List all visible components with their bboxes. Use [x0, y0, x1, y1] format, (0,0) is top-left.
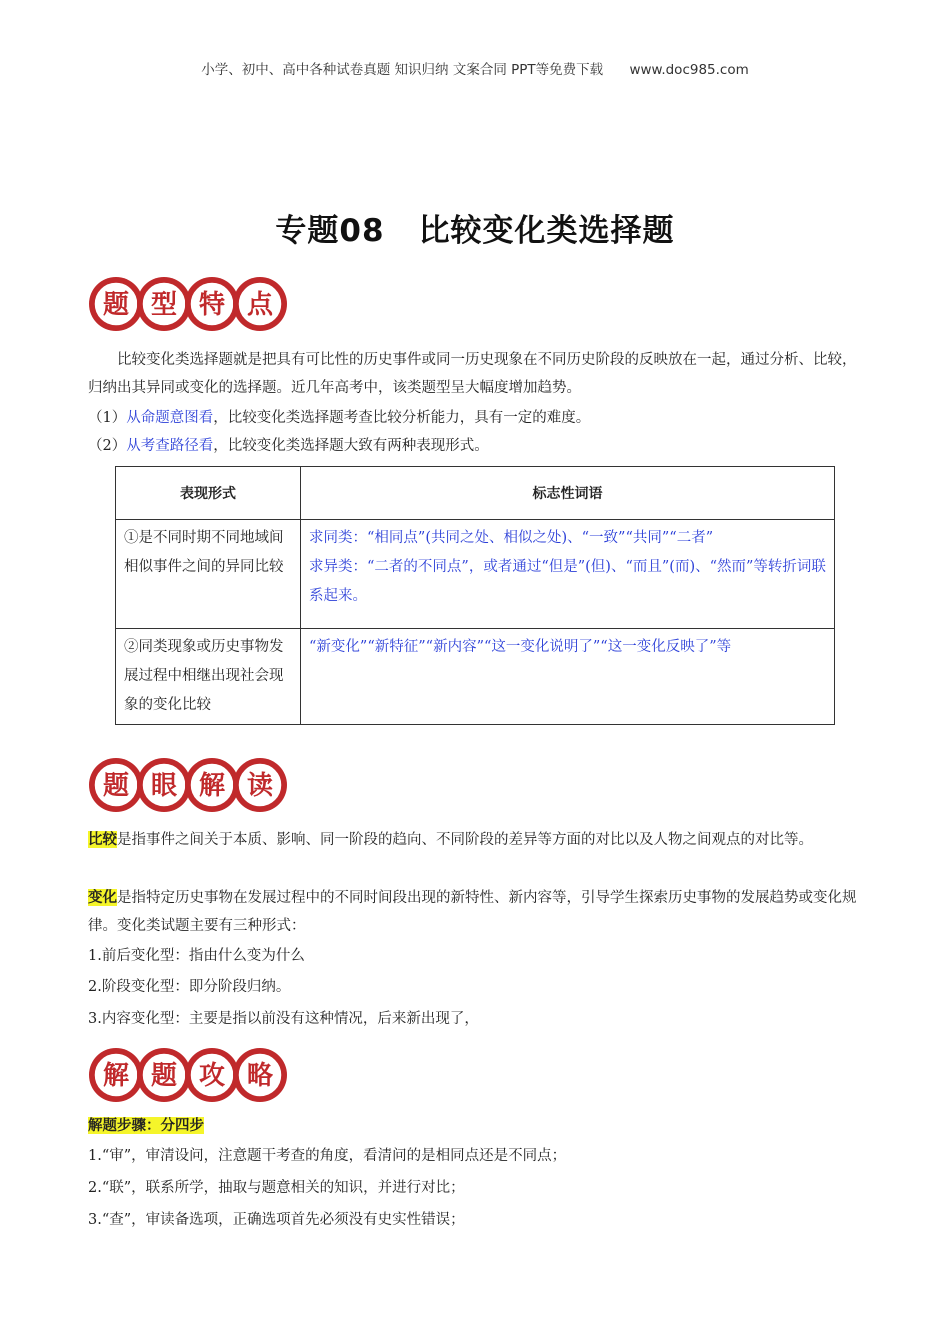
badge-circle — [233, 277, 287, 331]
badge-char: 点 — [246, 290, 274, 320]
section-badge-features — [88, 273, 288, 335]
badge-char: 略 — [246, 1061, 274, 1091]
table-cell-words — [301, 629, 835, 725]
table-cell-form: ①是不同时期不同地域间相似事件之间的异同比较 — [116, 520, 301, 629]
badge-char: 攻 — [198, 1061, 226, 1091]
badge-char: 题 — [102, 771, 130, 801]
list-item: 3.内容变化型：主要是指以前没有这种情况，后来新出现了， — [88, 1011, 479, 1027]
point-2-prefix: （2） — [88, 438, 127, 454]
compare-keyword: 比较 — [88, 831, 117, 848]
compare-text: 是指事件之间关于本质、影响、同一阶段的趋向、不同阶段的差异等方面的对比以及人物之间观点的对比等。 — [117, 832, 813, 848]
table-header-row — [116, 467, 835, 520]
badge-char: 特 — [198, 290, 226, 320]
point-2-key: 从考查路径看 — [126, 438, 214, 454]
badge-circle — [89, 1048, 143, 1102]
page-header — [0, 58, 950, 78]
words-line: “新变化”“新特征”“新内容”“这一变化说明了”“这一变化反映了”等 — [309, 639, 732, 655]
header-text: 小学、初中、高中各种试卷真题 知识归纳 文案合同 PPT等免费下载 — [201, 62, 604, 78]
badge-char: 眼 — [150, 771, 178, 801]
change-keyword: 变化 — [88, 889, 117, 906]
badge-circle — [185, 1048, 239, 1102]
badge-graphic — [88, 1044, 288, 1106]
intro-point-1 — [88, 404, 863, 432]
list-item: 3.“查”，审读备选项，正确选项首先必须没有史实性错误； — [88, 1212, 465, 1228]
badge-circle — [233, 1048, 287, 1102]
table-cell-words — [301, 520, 835, 629]
badge-graphic — [88, 273, 288, 335]
badge-circle — [137, 277, 191, 331]
badge-circle — [185, 758, 239, 812]
intro-point-2 — [88, 432, 863, 460]
intro-paragraph: 比较变化类选择题就是把具有可比性的历史事件或同一历史现象在不同历史阶段的反映放在一起，通过分析、比较，归纳出其异同或变化的选择题。近几年高考中，该类题型呈大幅度增加趋势。 — [88, 352, 857, 396]
badge-graphic — [88, 754, 288, 816]
title-number: 专题08 — [275, 213, 385, 249]
list-item: 1.“审”，审清设问，注意题干考查的角度，看清问的是相同点还是不同点； — [88, 1148, 567, 1164]
steps-title — [88, 1112, 863, 1140]
words-line: 求同类：“相同点”(共同之处、相似之处)、“一致”“共同”“二者” — [309, 530, 714, 546]
reading-compare — [88, 826, 863, 854]
table-row — [116, 629, 835, 725]
point-1-prefix: （1） — [88, 410, 127, 426]
badge-char: 题 — [150, 1061, 178, 1091]
table-row — [116, 520, 835, 629]
list-item: 2.“联”，联系所学，抽取与题意相关的知识，并进行对比； — [88, 1180, 465, 1196]
table-cell-form: ②同类现象或历史事物发展过程中相继出现社会现象的变化比较 — [116, 629, 301, 725]
table-header-form: 表现形式 — [116, 467, 301, 520]
header-site-link[interactable]: www.doc985.com — [629, 62, 749, 78]
badge-char: 解 — [102, 1061, 130, 1091]
point-1-rest: ，比较变化类选择题考查比较分析能力，具有一定的难度。 — [213, 410, 591, 426]
badge-char: 读 — [246, 771, 274, 801]
section-badge-strategy — [88, 1044, 288, 1106]
badge-circle — [89, 758, 143, 812]
badge-circle — [137, 1048, 191, 1102]
words-line: 求异类：“二者的不同点”，或者通过“但是”(但)、“而且”(而)、“然而”等转折词联系起来。 — [309, 559, 826, 604]
badge-char: 型 — [150, 290, 178, 320]
page-title — [0, 205, 950, 250]
badge-circle — [89, 277, 143, 331]
title-text: 比较变化类选择题 — [418, 213, 675, 249]
badge-char: 题 — [102, 290, 130, 320]
list-item: 2.阶段变化型：即分阶段归纳。 — [88, 979, 291, 995]
badge-char: 解 — [198, 771, 226, 801]
badge-circle — [185, 277, 239, 331]
forms-table — [115, 466, 835, 725]
point-1-key: 从命题意图看 — [126, 410, 214, 426]
point-2-rest: ，比较变化类选择题大致有两种表现形式。 — [213, 438, 489, 454]
reading-change — [88, 884, 863, 940]
change-text: 是指特定历史事物在发展过程中的不同时间段出现的新特性、新内容等，引导学生探索历史事物的发展趋势或变化规律。变化类试题主要有三种形式： — [88, 890, 857, 934]
steps-title-text: 解题步骤：分四步 — [88, 1117, 204, 1134]
table-header-words: 标志性词语 — [301, 467, 835, 520]
badge-circle — [233, 758, 287, 812]
badge-circle — [137, 758, 191, 812]
list-item: 1.前后变化型：指由什么变为什么 — [88, 948, 305, 964]
section-badge-reading — [88, 754, 288, 816]
